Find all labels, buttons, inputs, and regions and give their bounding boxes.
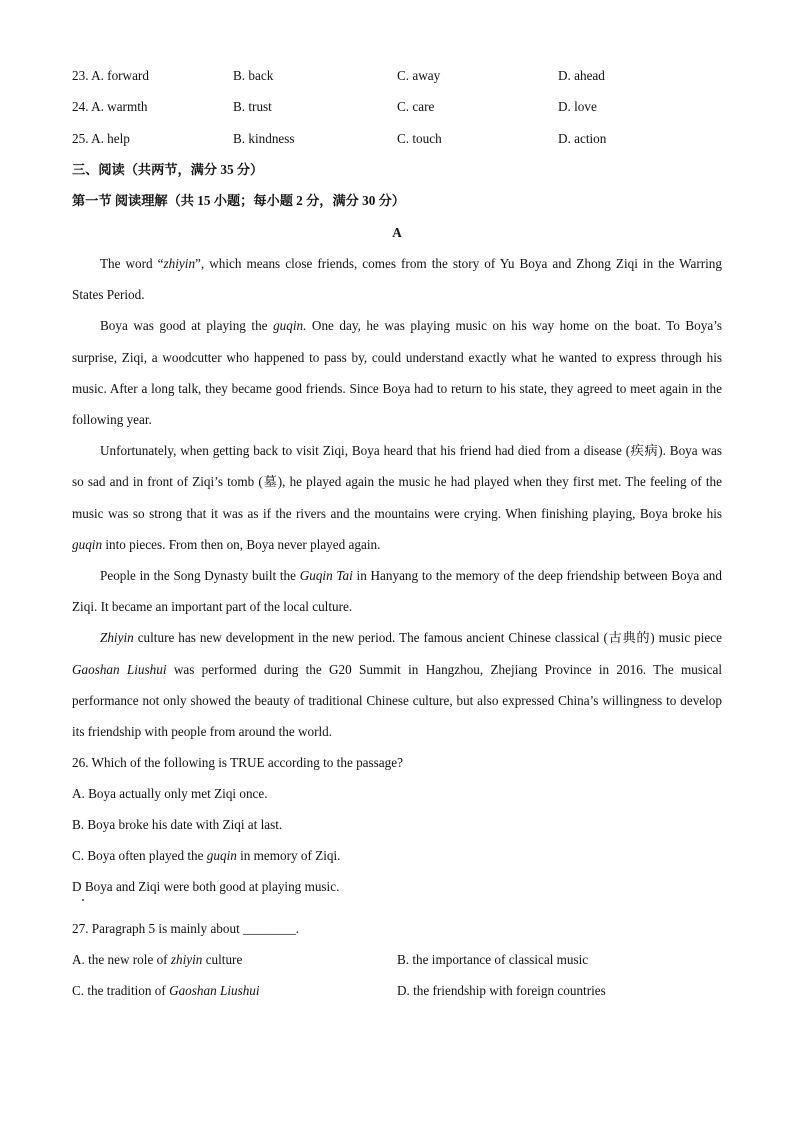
option-24-d: D. love xyxy=(558,99,597,114)
option-25-d: D. action xyxy=(558,131,607,146)
paragraph-4: People in the Song Dynasty built the Guqin Tai in Hanyang to the memory of the deep friendship between Boya and Ziqi. It became an important part of the local culture. xyxy=(72,568,722,615)
passage-body xyxy=(72,248,722,747)
paragraph-2: Boya was good at playing the guqin. One day, he was playing music on his way home on the boat. To Boya’s surprise, Ziqi, a woodcutter who happened to pass by, could understand exactly what he wanted to express through his music. After a long talk, they became good friends. Since Boya had to return to his state, they agreed to meet again in the following year. xyxy=(72,318,723,428)
question-27-stem: 27. Paragraph 5 is mainly about ________. xyxy=(72,921,300,936)
option-25-c: C. touch xyxy=(397,131,442,146)
option-23-c: C. away xyxy=(397,68,441,83)
question-26-stem: 26. Which of the following is TRUE according to the passage? xyxy=(72,755,403,770)
option-23-d: D. ahead xyxy=(558,68,605,83)
question-26-option-b: B. Boya broke his date with Ziqi at last. xyxy=(72,817,283,832)
subsection-heading: 第一节 阅读理解（共 15 小题；每小题 2 分，满分 30 分） xyxy=(72,193,405,208)
question-26-option-c: C. Boya often played the guqin in memory of Ziqi. xyxy=(72,848,341,863)
stray-mark xyxy=(82,899,84,901)
question-27-option-c: C. the tradition of Gaoshan Liushui xyxy=(72,983,260,998)
option-24-c: C. care xyxy=(397,99,435,114)
option-25-a: 25. A. help xyxy=(72,131,130,146)
option-23-b: B. back xyxy=(233,68,274,83)
paragraph-3: Unfortunately, when getting back to visit Ziqi, Boya heard that his friend had died from a disease (疾病). Boya was so sad and in front of Ziqi’s tomb (墓), he played again the music he had played when they first met. The feeling of the music was so strong that it was as if the rivers and the mountains were crying. When finishing playing, Boya broke his guqin into pieces. From then on, Boya never played again. xyxy=(72,443,722,552)
option-24-a: 24. A. warmth xyxy=(72,99,148,114)
option-24-b: B. trust xyxy=(233,99,272,114)
question-27-option-b: B. the importance of classical music xyxy=(397,952,589,967)
paragraph-1: The word “zhiyin”, which means close friends, comes from the story of Yu Boya and Zhong Ziqi in the Warring States Period. xyxy=(72,256,722,303)
paragraph-5: Zhiyin culture has new development in the new period. The famous ancient Chinese classical (古典的) music piece Gaoshan Liushui was performed during the G20 Summit in Hangzhou, Zhejiang Province in 2016. The musical performance not only showed the beauty of traditional Chinese culture, but also expressed China’s willingness to develop its friendship with people from around the world. xyxy=(72,630,722,740)
section-heading: 三、阅读（共两节，满分 35 分） xyxy=(72,162,264,177)
question-26-option-d: D Boya and Ziqi were both good at playing music. xyxy=(72,879,340,894)
question-26-option-a: A. Boya actually only met Ziqi once. xyxy=(72,786,268,801)
option-23-a: 23. A. forward xyxy=(72,68,149,83)
question-27-option-d: D. the friendship with foreign countries xyxy=(397,983,606,998)
passage-label: A xyxy=(392,225,402,240)
question-27-option-a: A. the new role of zhiyin culture xyxy=(72,952,243,967)
option-25-b: B. kindness xyxy=(233,131,295,146)
